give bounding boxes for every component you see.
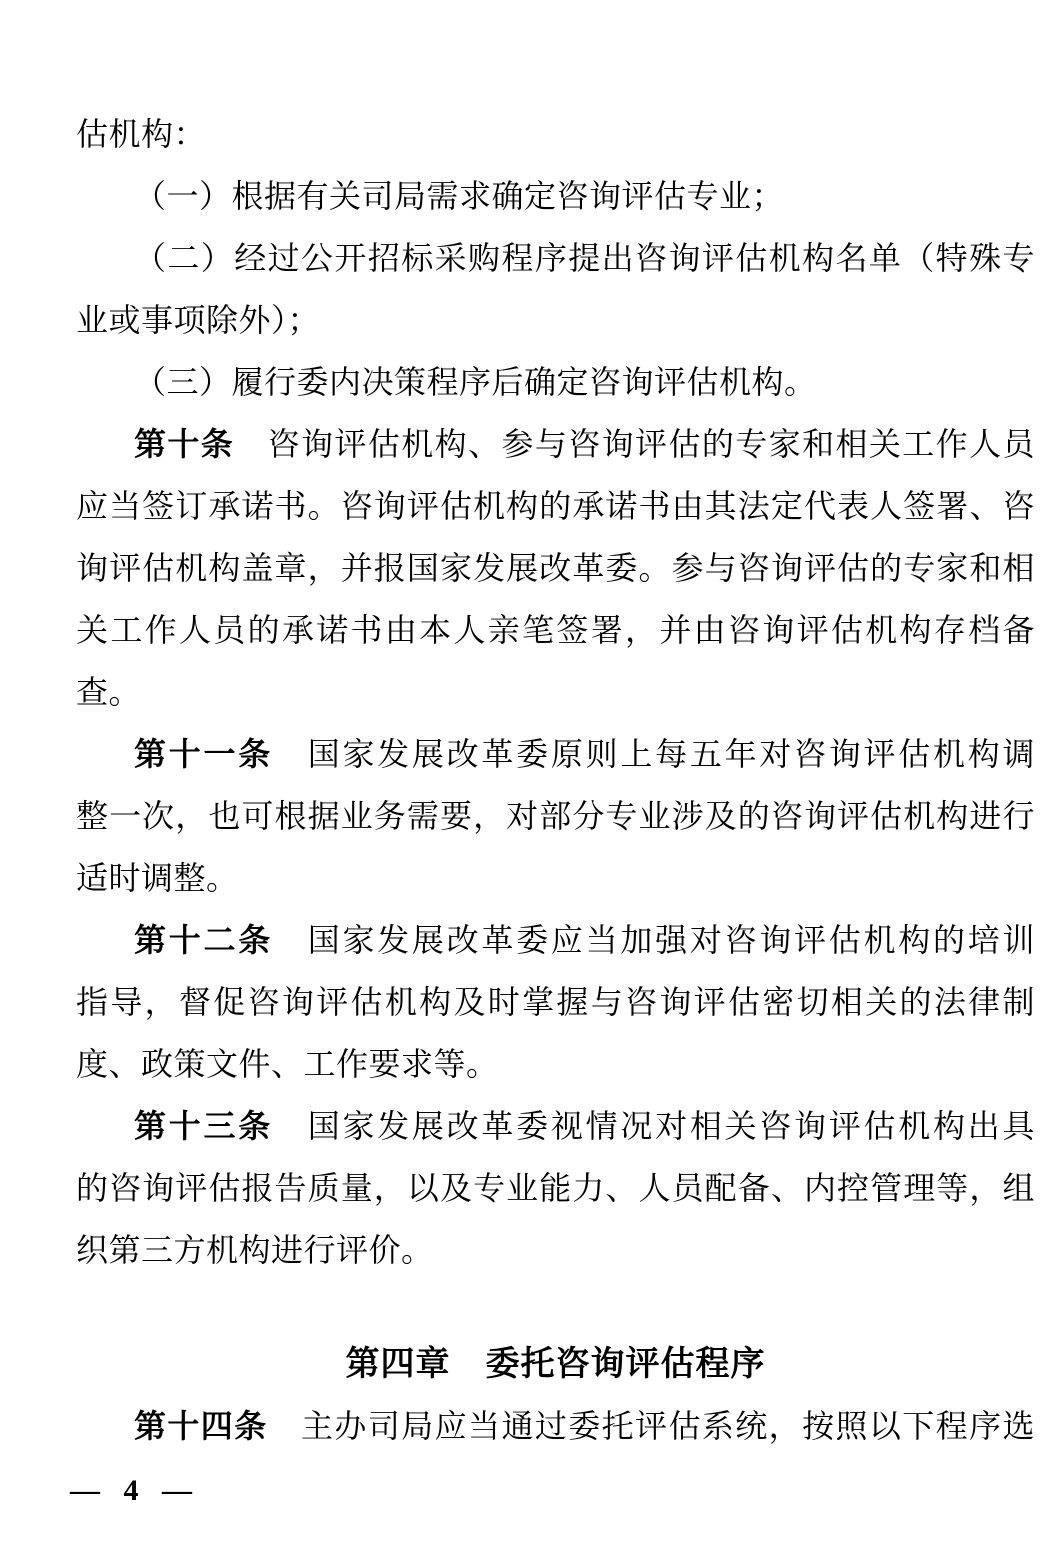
text-run: 指导，督促咨询评估机构及时掌握与咨询评估密切相关的法律制 <box>76 984 1035 1020</box>
text-line <box>76 103 1035 165</box>
text-line <box>76 971 1035 1033</box>
chapter-heading-text: 第四章 委托咨询评估程序 <box>345 1345 766 1383</box>
text-run: 国家发展改革委应当加强对咨询评估机构的培训 <box>272 922 1035 958</box>
article-number: 第十条 <box>134 426 235 462</box>
text-run: 询评估机构盖章，并报国家发展改革委。参与咨询评估的专家和相 <box>76 550 1035 586</box>
text-run: 织第三方机构进行评价。 <box>76 1232 434 1268</box>
text-line <box>76 847 1035 909</box>
text-line <box>76 165 1035 227</box>
text-line <box>76 785 1035 847</box>
text-run: 的咨询评估报告质量，以及专业能力、人员配备、内控管理等，组 <box>76 1170 1035 1206</box>
text-line <box>76 1219 1035 1281</box>
text-run: 查。 <box>76 674 142 710</box>
text-run: 关工作人员的承诺书由本人亲笔签署，并由咨询评估机构存档备 <box>76 612 1035 648</box>
text-line <box>76 413 1035 475</box>
blank-spacer <box>76 1281 1035 1333</box>
text-run: 主办司局应当通过委托评估系统，按照以下程序选 <box>267 1408 1035 1444</box>
text-run: （二）经过公开招标采购程序提出咨询评估机构名单（特殊专 <box>134 240 1035 276</box>
text-run: （一）根据有关司局需求确定咨询评估专业； <box>134 178 785 214</box>
text-line <box>76 1095 1035 1157</box>
text-run: 估机构： <box>76 116 207 152</box>
text-run: 应当签订承诺书。咨询评估机构的承诺书由其法定代表人签署、咨 <box>76 488 1035 524</box>
text-line <box>76 1033 1035 1095</box>
article-number: 第十一条 <box>134 736 273 772</box>
text-line <box>76 909 1035 971</box>
page-footer <box>0 1471 1043 1511</box>
text-line <box>76 537 1035 599</box>
article-number: 第十二条 <box>134 922 273 958</box>
text-line <box>76 599 1035 661</box>
article-number: 第十三条 <box>134 1108 273 1144</box>
text-run: 度、政策文件、工作要求等。 <box>76 1046 499 1082</box>
chapter-heading <box>76 1333 1035 1395</box>
text-run: 国家发展改革委视情况对相关咨询评估机构出具 <box>272 1108 1035 1144</box>
text-line <box>76 723 1035 785</box>
text-run: 适时调整。 <box>76 860 239 896</box>
text-line <box>76 475 1035 537</box>
text-run: 业或事项除外）； <box>76 302 321 338</box>
text-run: 整一次，也可根据业务需要，对部分专业涉及的咨询评估机构进行 <box>76 798 1035 834</box>
page-number: — 4 — <box>70 1474 194 1507</box>
text-line <box>76 661 1035 723</box>
text-line <box>76 227 1035 289</box>
text-line <box>76 1395 1035 1457</box>
article-number: 第十四条 <box>134 1408 268 1444</box>
text-line <box>76 289 1035 351</box>
text-run: 国家发展改革委原则上每五年对咨询评估机构调 <box>272 736 1035 772</box>
text-run: （三）履行委内决策程序后确定咨询评估机构。 <box>134 364 817 400</box>
text-run: 咨询评估机构、参与咨询评估的专家和相关工作人员 <box>234 426 1035 462</box>
text-line <box>76 351 1035 413</box>
text-line <box>76 1157 1035 1219</box>
